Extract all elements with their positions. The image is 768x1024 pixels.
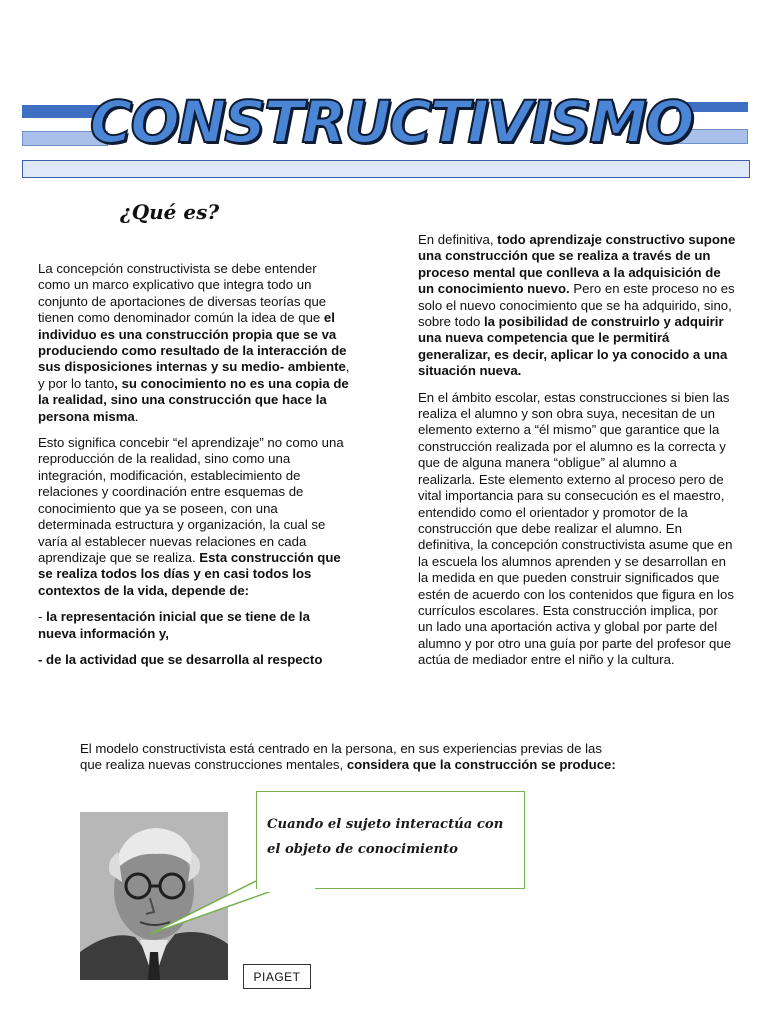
right-paragraph-2: En el ámbito escolar, estas construcciones si bien las realiza el alumno y son obra suya, necesitan de un elemento externo a “él mismo” que garantice que la construcción realizada por el alumno es la correcta y que de alguna manera “obligue” al alumno a realizarla. Este elemento externo al proceso pero de vital importancia para su consecución es el maestro, entendido como el orientador y promotor de la construcción que debe realizar el alumno. En definitiva, la concepción constructivista asume que en la escuela los alumnos aprenden y se desarrollan en la medida en que pueden construir significados que estén de acuerdo con los contenidos que figura en los currículos escolares. Esta construcción implica, por un lado una aportación activa y global por parte del alumno y por otro una guía por parte del profesor que actúa de mediador entre el niño y la cultura. [418,389,734,668]
text-run-bold: la posibilidad de construirlo y adquirir una nueva competencia que le permitirá generalizar, es decir, aplicar lo ya conocido a una situación nueva. [418,314,728,379]
list-item-text: la representación inicial que se tiene de la nueva información y, [38,609,310,641]
summary-line-1: El modelo constructivista está centrado en la persona, en sus experiencias previas de las [80,741,602,756]
page-title: CONSTRUCTIVISMO [89,88,693,156]
summary-line-2 [80,757,680,773]
text-run-bold: considera que la construcción se produce: [346,757,616,773]
text-run: En definitiva, [418,232,498,247]
text-run-bold: , su conocimiento no es una copia de la realidad, sino una construcción que hace la persona misma [38,375,349,424]
list-item-2 [38,652,350,668]
callout-line-1: Cuando el sujeto interactúa con [267,817,504,832]
text-run: Esto significa concebir “el aprendizaje” no como una reproducción de la realidad, sino como una integración, modificación, establecimiento de relaciones y coordinación entre esquemas de conocimiento que ya se poseen, con una determinada estructura y organización, la cual se varía al establecer nuevas relaciones en cada aprendizaje que se realiza. [38,435,344,565]
left-column [38,261,350,678]
title-underline-bar [22,160,750,178]
title-banner [89,86,693,158]
section-subtitle: ¿Qué es? [120,200,220,224]
left-paragraph-2 [38,435,350,599]
text-run: . [134,408,139,424]
text-run: , y por lo tanto [38,359,350,391]
text-run: La concepción constructivista se debe entender como un marco explicativo que integra todo un conjunto de aportaciones de diversas teorías que tienen como denominador común la idea de que [38,261,327,326]
text-run-bold: el individuo es una construcción propia que se va produciendo como resultado de la interacción de sus disposiciones internas y su medio- ambiente [38,310,347,375]
list-item-1 [38,609,350,642]
text-run-bold: todo aprendizaje constructivo supone una construcción que se realiza a través de un proceso mental que conlleva a la adquisición de un conocimiento nuevo. [418,232,736,297]
portrait-caption: PIAGET [243,964,311,989]
text-run: Pero en este proceso no es solo el nuevo conocimiento que se ha adquirido, sino, sobre todo [418,281,735,330]
callout-line-2: el objeto de conocimiento [267,842,458,857]
text-run: que realiza nuevas construcciones mentales, [80,757,347,773]
left-paragraph-1 [38,261,350,425]
list-item-text: - de la actividad que se desarrolla al respecto [38,651,323,667]
callout-tail-mask [256,888,316,892]
right-column [418,232,736,679]
right-paragraph-1 [418,232,736,380]
callout-bubble [256,791,525,889]
text-run-bold: Esta construcción que se realiza todos los días y en casi todos los contextos de la vida, depende de: [38,549,341,598]
summary-text [80,741,680,774]
list-bullet: - [38,609,47,625]
